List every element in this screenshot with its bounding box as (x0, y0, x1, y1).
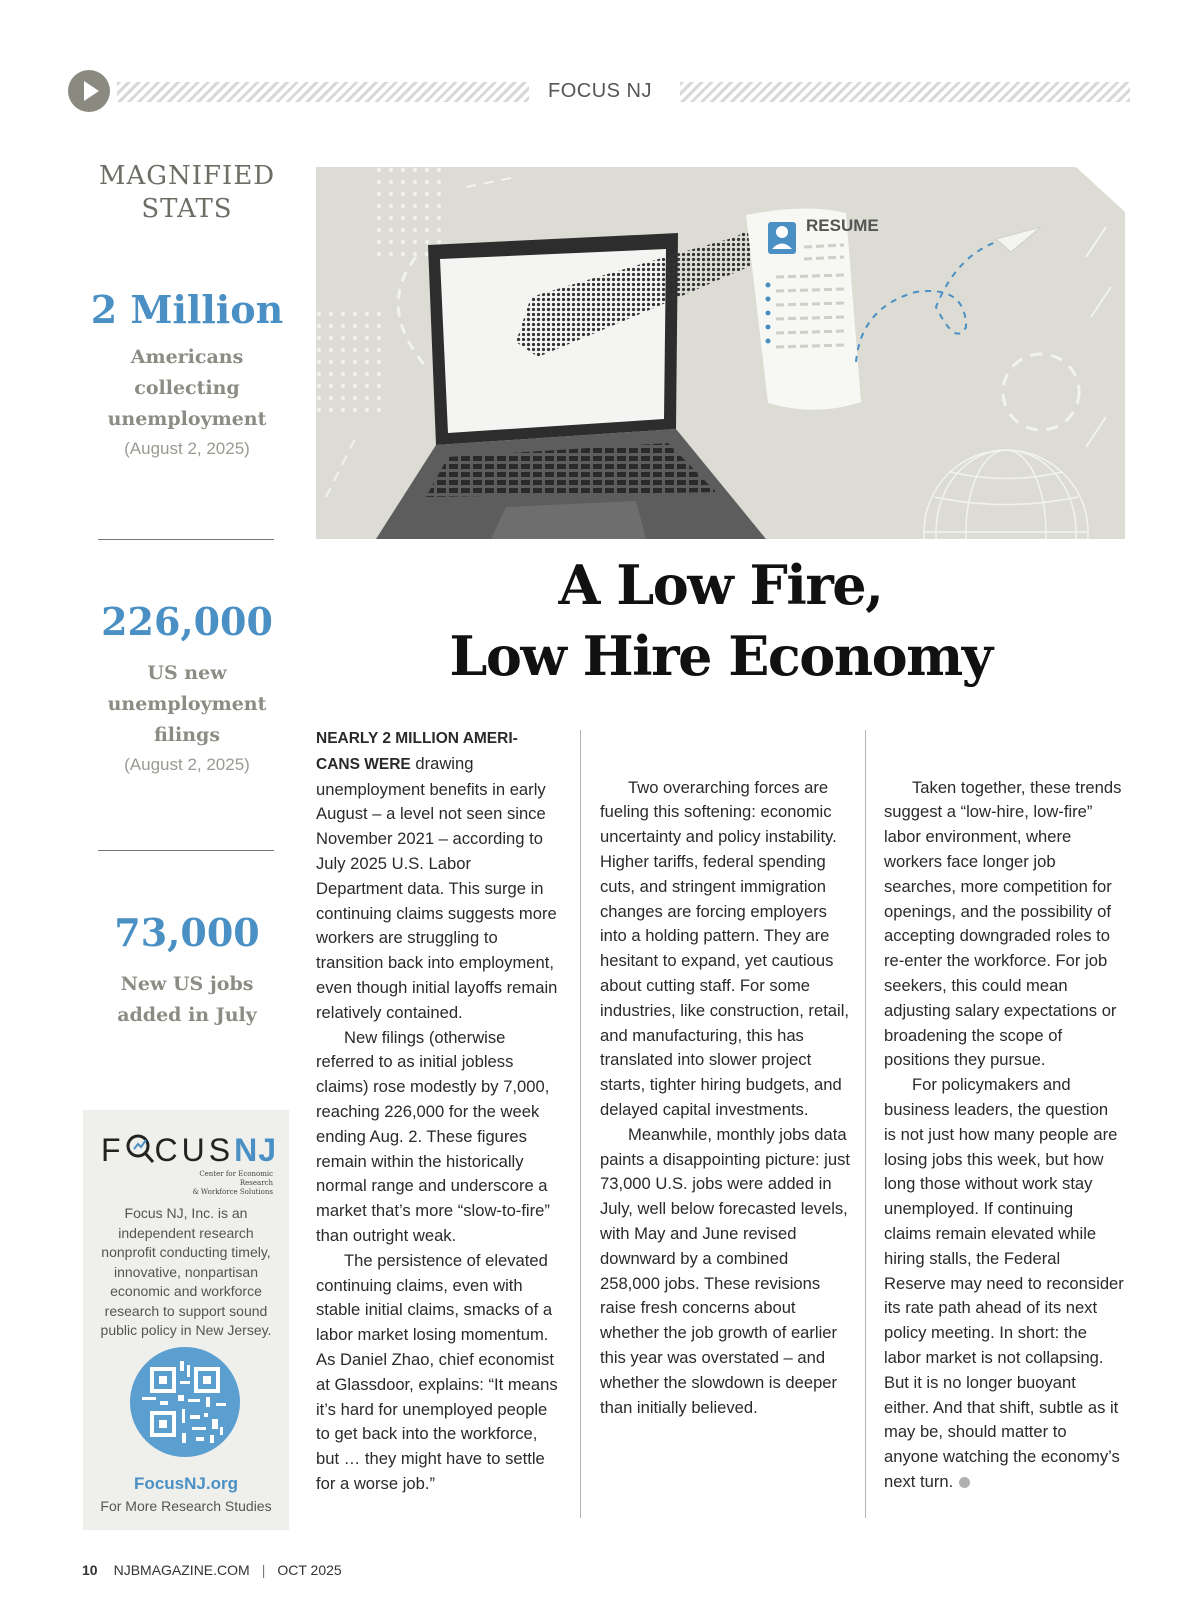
focus-text-line: independent research (118, 1224, 254, 1241)
article-column-1 (316, 726, 560, 1497)
page-footer (82, 1562, 342, 1578)
focus-text-line: innovative, nonpartisan (114, 1263, 258, 1280)
sidebar-title-line2: STATS (141, 194, 233, 224)
hero-illustration (316, 167, 1125, 539)
column-divider (865, 730, 866, 1518)
stat-desc-line: added in July (117, 1004, 257, 1026)
qr-code[interactable] (130, 1347, 240, 1457)
stat-block-2 (82, 598, 292, 779)
paragraph-2: New filings (otherwise referred to as initial jobless claims) rose modestly by 7,000, reaching 226,000 for the week ending Aug. 2. These figures remain within the historically normal range and underscore a market that’s more “slow-to-fire” than outright weak. (316, 1027, 550, 1245)
footer-separator: | (261, 1562, 266, 1578)
article-headline (316, 550, 1125, 692)
footer-date: OCT 2025 (277, 1562, 342, 1578)
focus-description (95, 1204, 277, 1341)
stat-value: 73,000 (114, 910, 260, 955)
stat-desc-line: unemployment (107, 693, 267, 715)
headline-line1: A Low Fire, (558, 553, 883, 617)
paragraph-4: Two overarching forces are fueling this softening: economic uncertainty and policy instability. Higher tariffs, federal spending cuts, and stringent immigration changes are forcing employers into a holding pattern. They are hesitant to expand, yet cautious about cutting staff. For some industries, like construction, retail, and manufacturing, this has translated into slower project starts, tighter hiring budgets, and delayed capital investments. (600, 777, 850, 1119)
sidebar-title (82, 160, 292, 226)
focus-more-text: For More Research Studies (100, 1498, 272, 1514)
focus-subtitle (168, 1170, 273, 1197)
paragraph-7 (884, 1073, 1124, 1495)
focusnj-link[interactable]: FocusNJ.org (134, 1474, 238, 1493)
paragraph-7-body: For policymakers and business leaders, the question is not just how many people are losing jobs this week, but how long those without work stay unemployed. If continuing claims remain elevated while hiring stalls, the Federal Reserve may need to reconsider its rate path ahead of its next policy meeting. In short: the labor market is not collapsing. But it is no longer buoyant either. And that shift, subtle as it may be, should matter to anyone watching the economy’s next turn. (884, 1075, 1124, 1491)
focus-text-line: Focus NJ, Inc. is an (124, 1205, 248, 1221)
focus-nj-box (83, 1110, 289, 1530)
header-hatch-left (117, 82, 529, 102)
lead-caps: NEARLY 2 MILLION AMERI-CANS WERE (316, 730, 518, 773)
logo-letter-f: F (101, 1132, 125, 1168)
focus-subtitle-line1: Center for Economic Research (199, 1170, 273, 1187)
divider (98, 850, 274, 851)
column-divider (580, 730, 581, 1518)
article-column-3 (884, 726, 1124, 1495)
divider (98, 539, 274, 540)
focus-text-line: research to support sound (104, 1302, 268, 1319)
focus-text-line: nonprofit conducting timely, (101, 1244, 271, 1260)
stat-block-1 (82, 286, 292, 463)
section-title: FOCUS NJ (548, 80, 652, 102)
paragraph-5: Meanwhile, monthly jobs data paints a disappointing picture: just 73,000 U.S. jobs were added in July, well below forecasted levels, with May and June revised downward by a combined 258,000 jobs. These revisions raise fresh concerns about whether the job growth of earlier this year was overstated – and whether the slowdown is deeper than initially believed. (600, 1124, 850, 1417)
focus-subtitle-line2: & Workforce Solutions (192, 1188, 273, 1196)
paragraph-6: Taken together, these trends suggest a “low-hire, low-fire” labor environment, where workers face longer job searches, more competition for openings, and the possibility of accepting downgraded roles to re-enter the workforce. For job seekers, this could mean adjusting salary expectations or broadening the scope of positions they pursue. (884, 777, 1122, 1070)
stat-desc-line: unemployment (107, 408, 267, 430)
article-column-2-body (600, 726, 850, 1420)
stat-desc-line: Americans (130, 346, 244, 368)
paragraph-3: The persistence of elevated continuing claims, even with stable initial claims, smacks of a labor market losing momentum. As Daniel Zhao, chief economist at Glassdoor, explains: “It means it’s hard for unemployed people to get back into the workforce, but … they might have to settle for a worse job.” (316, 1250, 558, 1493)
stat-date: (August 2, 2025) (124, 439, 250, 458)
stat-block-3 (82, 909, 292, 1031)
focus-nj-logo (101, 1132, 281, 1168)
stat-desc-line: filings (153, 724, 221, 746)
logo-cus: CUS (154, 1132, 235, 1168)
page-number: 10 (82, 1562, 98, 1578)
logo-nj: NJ (234, 1132, 278, 1168)
focus-text-line: public policy in New Jersey. (100, 1322, 272, 1338)
headline-line2: Low Hire Economy (449, 624, 992, 688)
stat-desc-line: New US jobs (120, 973, 254, 995)
footer-site: NJBMAGAZINE.COM (113, 1562, 250, 1578)
sidebar-title-line1: MAGNIFIED (98, 161, 276, 191)
paragraph-1 (316, 726, 560, 1026)
resume-label: RESUME (806, 216, 879, 235)
header-hatch-right (680, 82, 1130, 102)
play-icon[interactable] (68, 70, 110, 112)
stat-value: 2 Million (90, 287, 284, 332)
magnifier-icon (125, 1133, 155, 1165)
stat-date: (August 2, 2025) (124, 755, 250, 774)
stat-desc-line: US new (147, 662, 227, 684)
paragraph-1-body: drawing unemployment benefits in early August – a level not seen since November 2021 – according to July 2025 U.S. Labor Department data. This surge in continuing claims suggests more workers are struggling to transition back into employment, even though initial layoffs remain relatively contained. (316, 753, 558, 1022)
stat-desc-line: collecting (134, 377, 240, 399)
focus-text-line: economic and workforce (110, 1283, 262, 1299)
stat-value: 226,000 (101, 599, 273, 644)
end-of-article-icon (959, 1477, 970, 1488)
